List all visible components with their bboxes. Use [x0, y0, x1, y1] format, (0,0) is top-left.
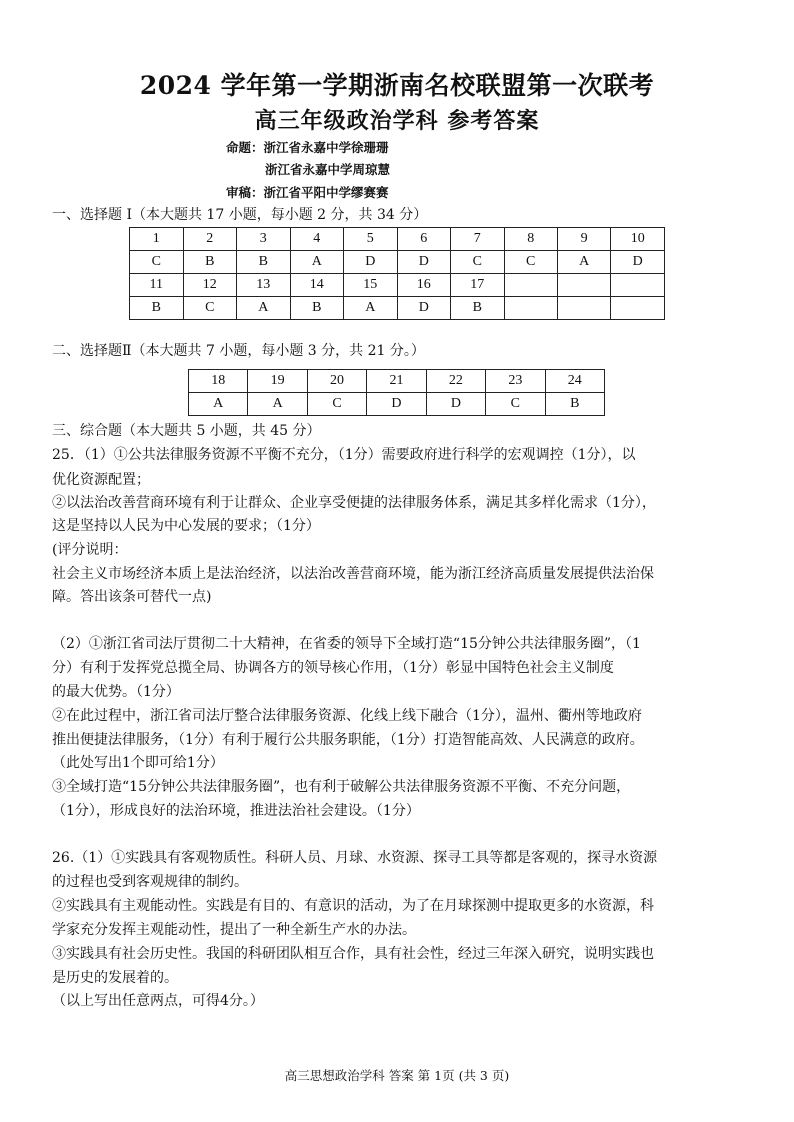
table-row [130, 297, 665, 320]
table-row [189, 393, 605, 416]
q26-line: 26.（1）①实践具有客观物质性。科研人员、月球、水资源、探寻工具等都是客观的，探寻水资源 [52, 850, 658, 866]
table-cell: 16 [397, 274, 451, 297]
table-cell: D [344, 251, 398, 274]
q25-part2-line: （2）①浙江省司法厅贯彻二十大精神，在省委的领导下全域打造“15分钟公共法律服务圈”，（1 [52, 636, 641, 652]
q26-line: 的过程也受到客观规律的制约。 [52, 874, 248, 890]
table-cell: D [397, 297, 451, 320]
author-line-1: 命题：浙江省永嘉中学徐珊珊 [226, 140, 389, 155]
table-cell: D [611, 251, 665, 274]
table-cell: D [426, 393, 485, 416]
table-cell: 19 [248, 370, 307, 393]
q25-part2-line: ②在此过程中，浙江省司法厅整合法律服务资源、化线上线下融合（1分），温州、衢州等地政府 [52, 708, 642, 724]
section1-heading: 一、选择题 I（本大题共 17 小题，每小题 2 分，共 34 分） [52, 207, 428, 223]
q25-part2-line: （1分），形成良好的法治环境，推进法治社会建设。（1分） [52, 803, 420, 819]
table-cell: A [344, 297, 398, 320]
table-cell: 2 [183, 228, 237, 251]
table-cell: C [504, 251, 557, 274]
table-cell: 12 [183, 274, 237, 297]
table-cell: B [130, 297, 184, 320]
table-cell: 15 [344, 274, 398, 297]
table-cell [504, 297, 557, 320]
table-cell: 6 [397, 228, 451, 251]
q25-line: 障。答出该条可替代一点) [52, 589, 212, 605]
table-cell: 5 [344, 228, 398, 251]
q25-part2-line: 推出便捷法律服务，（1分）有利于履行公共服务职能，（1分）打造智能高效、人民满意的政府。 [52, 732, 644, 748]
table-cell: 21 [367, 370, 426, 393]
table-cell: D [367, 393, 426, 416]
q25-line: 这是坚持以人民为中心发展的要求；（1分） [52, 518, 320, 534]
q25-part2-line: 分）有利于发挥党总揽全局、协调各方的领导核心作用，（1分）彰显中国特色社会主义制度 [52, 660, 614, 676]
page-title: 2024 学年第一学期浙南名校联盟第一次联考 [139, 71, 655, 100]
section2-heading: 二、选择题Ⅱ（本大题共 7 小题，每小题 3 分，共 21 分。） [52, 343, 425, 359]
table-cell [611, 297, 665, 320]
table-cell: A [557, 251, 610, 274]
table-cell: 14 [290, 274, 344, 297]
table-cell: 13 [237, 274, 291, 297]
table-cell: B [545, 393, 604, 416]
q25-line: 25．（1）①公共法律服务资源不平衡不充分，（1分）需要政府进行科学的宏观调控（1分），以 [52, 447, 636, 463]
reviewer-line: 审稿：浙江省平阳中学缪赛赛 [226, 185, 389, 200]
table-cell: A [290, 251, 344, 274]
q25-part2-line: 的最大优势。（1分） [52, 684, 180, 700]
table-cell: B [237, 251, 291, 274]
section2-answer-table [188, 369, 605, 416]
table-cell: A [189, 393, 248, 416]
section3-heading: 三、综合题（本大题共 5 小题，共 45 分） [52, 423, 321, 439]
q26-line: ③实践具有社会历史性。我国的科研团队相互合作，具有社会性，经过三年深入研究，说明实践也 [52, 946, 654, 962]
q26-line: （以上写出任意两点，可得4分。） [52, 993, 264, 1009]
table-cell: 3 [237, 228, 291, 251]
q26-line: ②实践具有主观能动性。实践是有目的、有意识的活动，为了在月球探测中提取更多的水资源，科 [52, 898, 654, 914]
table-row [130, 251, 665, 274]
table-cell: B [290, 297, 344, 320]
table-cell: C [307, 393, 366, 416]
table-row [130, 274, 665, 297]
q26-line: 是历史的发展着的。 [52, 970, 178, 986]
q25-line: 社会主义市场经济本质上是法治经济，以法治改善营商环境，能为浙江经济高质量发展提供法治保 [52, 566, 654, 582]
table-cell: 9 [557, 228, 610, 251]
table-row [189, 370, 605, 393]
q25-line: (评分说明： [52, 542, 128, 558]
table-row [130, 228, 665, 251]
table-cell: 24 [545, 370, 604, 393]
table-cell: A [248, 393, 307, 416]
q25-part2-line: ③全域打造“15分钟公共法律服务圈”，也有利于破解公共法律服务资源不平衡、不充分问题， [52, 779, 631, 795]
table-cell: 8 [504, 228, 557, 251]
table-cell [504, 274, 557, 297]
section1-answer-table [129, 227, 665, 320]
table-cell: 23 [486, 370, 545, 393]
page-subtitle: 高三年级政治学科 参考答案 [254, 108, 540, 134]
table-cell: B [183, 251, 237, 274]
table-cell: D [397, 251, 451, 274]
q25-part2-line: （此处写出1个即可给1分） [52, 755, 224, 771]
table-cell: 20 [307, 370, 366, 393]
q25-line: ②以法治改善营商环境有利于让群众、企业享受便捷的法律服务体系，满足其多样化需求（1分）， [52, 495, 656, 511]
q26-line: 学家充分发挥主观能动性，提出了一种全新生产水的办法。 [52, 922, 416, 938]
q25-line: 优化资源配置； [52, 472, 150, 488]
table-cell: C [183, 297, 237, 320]
table-cell: C [451, 251, 505, 274]
table-cell: 18 [189, 370, 248, 393]
page-footer: 高三思想政治学科 答案 第 1页 (共 3 页) [284, 1068, 510, 1083]
table-cell [557, 297, 610, 320]
table-cell: 22 [426, 370, 485, 393]
author-line-2: 浙江省永嘉中学周琼慧 [265, 162, 391, 177]
table-cell: B [451, 297, 505, 320]
table-cell: A [237, 297, 291, 320]
table-cell: 11 [130, 274, 184, 297]
table-cell: 7 [451, 228, 505, 251]
table-cell: C [130, 251, 184, 274]
table-cell: 1 [130, 228, 184, 251]
table-cell: 10 [611, 228, 665, 251]
table-cell [557, 274, 610, 297]
table-cell: 17 [451, 274, 505, 297]
table-cell [611, 274, 665, 297]
table-cell: 4 [290, 228, 344, 251]
table-cell: C [486, 393, 545, 416]
